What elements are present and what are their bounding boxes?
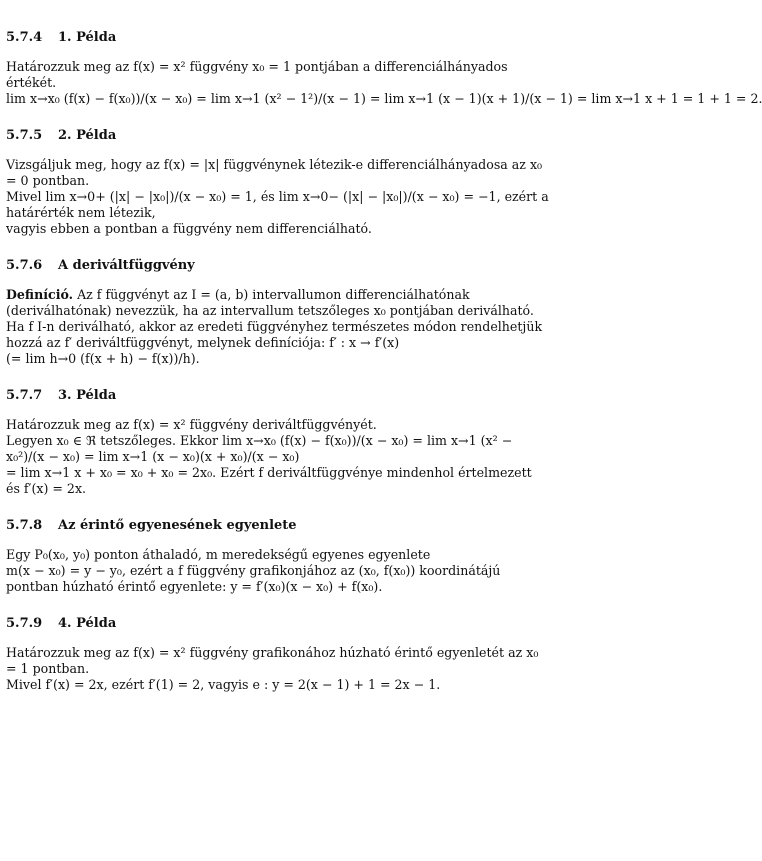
definition-paragraph <box>6 287 551 319</box>
section-5-7-6 <box>6 258 551 367</box>
section-title: 1. Példa <box>58 30 117 45</box>
paragraph: Ha f I-n deriválható, akkor az eredeti függvényhez természetes módon rendelhetjük hozzá az f′ deriváltfüggvényt, melynek definíciója: f′ : x → f′(x) <box>6 319 543 350</box>
section-heading <box>6 388 551 404</box>
section-heading <box>6 518 551 534</box>
paragraph: Határozzuk meg az f(x) = x² függvény deriváltfüggvényét. <box>6 417 377 432</box>
section-5-7-7 <box>6 388 551 497</box>
section-heading <box>6 258 551 274</box>
section-title: Az érintő egyenesének egyenlete <box>58 518 297 533</box>
section-number: 5.7.9 <box>6 616 43 631</box>
section-title: 2. Példa <box>58 128 117 143</box>
section-number: 5.7.7 <box>6 388 43 403</box>
formula: (= lim h→0 (f(x + h) − f(x))/h). <box>6 351 200 366</box>
section-number: 5.7.6 <box>6 258 43 273</box>
document-page <box>6 30 762 714</box>
section-number: 5.7.5 <box>6 128 43 143</box>
section-title: 3. Példa <box>58 388 117 403</box>
section-heading <box>6 30 551 46</box>
section-5-7-4 <box>6 30 762 107</box>
formula: lim x→x₀ (f(x) − f(x₀))/(x − x₀) = lim x→1 (x² − 1²)/(x − 1) = lim x→1 (x − 1)(x + 1)/(x − 1) = lim x→1 x + 1 = 1 + 1 = 2. <box>6 91 762 106</box>
section-title: 4. Példa <box>58 616 117 631</box>
section-title: A deriváltfüggvény <box>58 258 195 273</box>
paragraph: Határozzuk meg az f(x) = x² függvény x₀ = 1 pontjában a differenciálhányados értékét. <box>6 59 508 90</box>
section-5-7-8 <box>6 518 551 595</box>
paragraph: vagyis ebben a pontban a függvény nem differenciálható. <box>6 221 372 236</box>
paragraph: Mivel f′(x) = 2x, ezért f′(1) = 2, vagyis e : y = 2(x − 1) + 1 = 2x − 1. <box>6 677 441 692</box>
paragraph: Határozzuk meg az f(x) = x² függvény grafikonához húzható érintő egyenletét az x₀ = 1 pontban. <box>6 645 539 676</box>
section-5-7-9 <box>6 616 551 693</box>
section-heading <box>6 616 551 632</box>
paragraph: Egy P₀(x₀, y₀) ponton áthaladó, m meredekségű egyenes egyenlete <box>6 547 431 562</box>
section-number: 5.7.8 <box>6 518 43 533</box>
paragraph: m(x − x₀) = y − y₀, ezért a f függvény grafikonjához az (x₀, f(x₀)) koordinátájú <box>6 563 501 578</box>
definition-text: Az f függvényt az I = (a, b) intervallumon differenciálhatónak (deriválhatónak) nevezzük, ha az intervallum tetszőleges x₀ pontjában deriválható. <box>6 287 534 318</box>
section-number: 5.7.4 <box>6 30 43 45</box>
section-5-7-5 <box>6 128 551 237</box>
paragraph: Vizsgáljuk meg, hogy az f(x) = |x| függvénynek létezik-e differenciálhányadosa az x₀ = 0 pontban. <box>6 157 543 188</box>
paragraph: Legyen x₀ ∈ ℜ tetszőleges. Ekkor lim x→x₀ (f(x) − f(x₀))/(x − x₀) = lim x→1 (x² − x₀²)/(x − x₀) = lim x→1 (x − x₀)(x + x₀)/(x − x₀) <box>6 433 513 464</box>
definition-label: Definíció. <box>6 287 74 302</box>
section-heading <box>6 128 551 144</box>
paragraph: Mivel lim x→0+ (|x| − |x₀|)/(x − x₀) = 1, és lim x→0− (|x| − |x₀|)/(x − x₀) = −1, ezért a határérték nem létezik, <box>6 189 549 220</box>
paragraph: és f′(x) = 2x. <box>6 481 87 496</box>
paragraph: = lim x→1 x + x₀ = x₀ + x₀ = 2x₀. Ezért f deriváltfüggvénye mindenhol értelmezett <box>6 465 532 480</box>
paragraph: pontban húzható érintő egyenlete: y = f′(x₀)(x − x₀) + f(x₀). <box>6 579 383 594</box>
